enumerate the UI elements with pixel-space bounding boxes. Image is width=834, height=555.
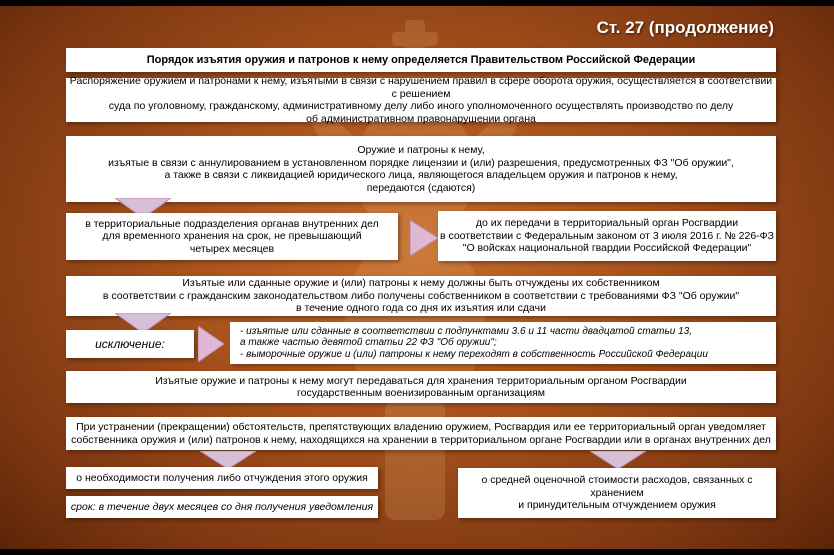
storage-cost-box: [458, 468, 776, 518]
obtain-or-alienate-text: о необходимости получения либо отчуждения этого оружия: [76, 471, 368, 484]
military-storage-box: [66, 371, 776, 403]
alienation-text: Изъятые или сданные оружие и (или) патроны к нему должны быть отчуждены их собственником в соответствии с гражданским законодательством либо получены собственником в соответствии с требованиями ФЗ "Об оружии" в течение одного года со дня их изъятия или сдачи: [102, 277, 740, 315]
notification-text: При устранении (прекращении) обстоятельств, препятствующих владению оружием, Росгвардия или ее территориальный орган уведомляет собственника оружия и (или) патронов к нему, находящихся на хранении в территориальном органе Росгвардии или в органах внутренних дел: [71, 421, 771, 446]
exception-details-box: [230, 322, 776, 364]
storage-cost-text: о средней оценочной стоимости расходов, связанных с хранением и принудительным отчуждением оружия: [481, 474, 753, 512]
top-frame-bar: [0, 0, 834, 6]
alienation-box: [66, 276, 776, 316]
rosgvardia-transfer-box: [438, 211, 776, 261]
temporary-storage-box: [66, 213, 398, 260]
down-arrow-icon: [590, 451, 646, 469]
disposal-court-box: [66, 75, 776, 125]
license-annulment-text: Оружие и патроны к нему, изъятые в связи с аннулированием в установленном порядке лицензии и (или) разрешения, предусмотренных ФЗ "Об оружии", а также в связи с ликвидацией юридического лица, являющегося владельцем оружия и патронов к нему, передаются (сдаются): [108, 144, 734, 194]
obtain-or-alienate-box: [66, 467, 378, 489]
slide-title: Ст. 27 (продолжение): [596, 18, 774, 37]
exception-label: исключение:: [95, 336, 165, 351]
exception-label-box: [66, 330, 194, 358]
deadline-box: [66, 496, 378, 518]
disposal-court-text: Распоряжение оружием и патронами к нему, изъятыми в связи с нарушением правил в сфере оборота оружия, осуществляется в соответствии с решением суда по уголовному, гражданскому, административному делу либо иного уполномоченного осуществлять производство по делу об административном правонарушении органа: [69, 75, 773, 125]
header-text: Порядок изъятия оружия и патронов к нему определяется Правительством Российской Федерации: [146, 53, 696, 66]
right-arrow-icon: [410, 220, 438, 256]
notification-box: [66, 417, 776, 450]
deadline-text: срок: в течение двух месяцев со дня получения уведомления: [70, 500, 374, 513]
rosgvardia-transfer-text: до их передачи в территориальный орган Росгвардии в соответствии с Федеральным законом от 3 июля 2016 г. № 226-ФЗ "О войсках национальной гвардии Российской Федерации": [439, 217, 775, 255]
right-arrow-icon: [198, 326, 224, 362]
exception-details-text: - изъятые или сданные в соответствии с подпунктами 3.6 и 11 части двадцатой статьи 13, а также частью девятой статьи 22 ФЗ "Об оружии"; - выморочные оружие и (или) патроны к нему переходят в собственность Российской Федерации: [240, 325, 708, 360]
license-annulment-box: [66, 136, 776, 202]
temporary-storage-text: в территориальные подразделения органав внутренних дел для временного хранения на срок, не превышающий четырех месяцев: [85, 217, 379, 255]
header-box: [66, 48, 776, 72]
bottom-frame-bar: [0, 549, 834, 555]
military-storage-text: Изъятые оружие и патроны к нему могут передаваться для хранения территориальным органом Росгвардии государственным военизированным организациям: [155, 374, 687, 399]
